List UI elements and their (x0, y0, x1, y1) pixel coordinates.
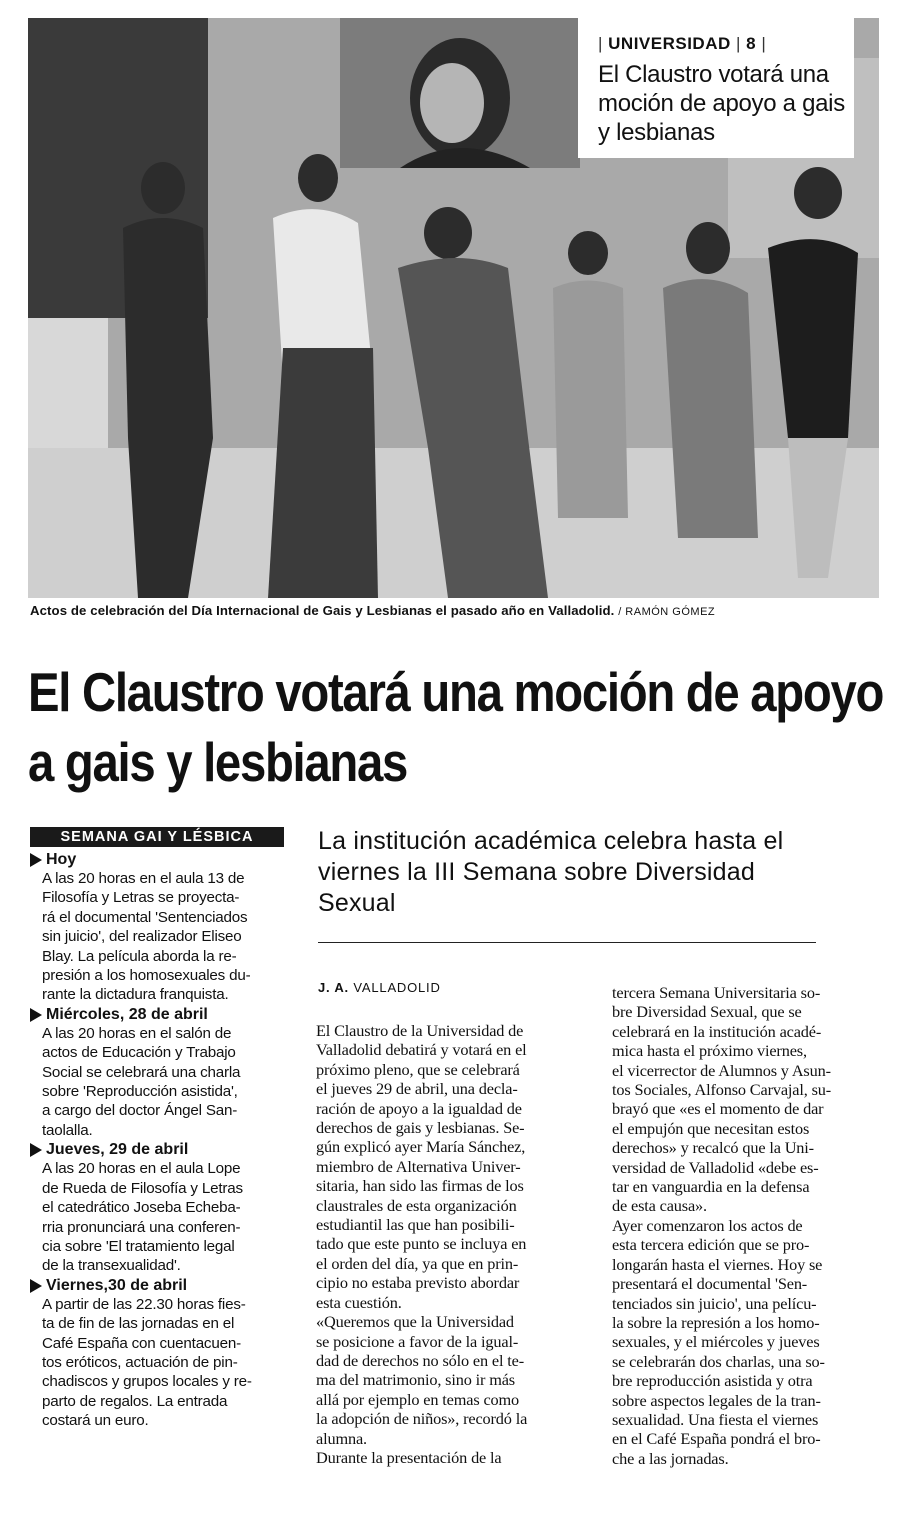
body-column-2: tercera Semana Universitaria so- bre Diversidad Sexual, que se celebrará en la institución acadé- mica hasta el próximo viernes, el vicerrector de Alumnos y Asun- tos Sociales, Alfonso Carvajal, su- brayó que «es el momento de dar el empujón que necesitan estos derechos» y recalcó que la Uni- versidad de Valladolid «debe es- tar en vanguardia en la defensa de esta causa». Ayer comenzaron los actos de esta tercera edición que se pro- longarán hasta el viernes. Hoy se presentará el documental 'Sen- tenciados sin juicio', una pelícu- la sobre la represión a los homo- sexuales, y el miércoles y jueves se celebrarán dos charlas, una so- bre reproducción asistida y otra sobre aspectos legales de la tran- sexualidad. Una fiesta el viernes en el Café España pondrá el bro- che a las jornadas. (612, 983, 832, 1468)
event-text: A las 20 horas en el salón de actos de Educación y Trabajo Social se celebrará una charla sobre 'Reproducción asistida', a cargo del doctor Ángel San- taolalla. (42, 1024, 241, 1139)
event-day: Jueves, 29 de abril (46, 1141, 189, 1159)
byline-author: J. A. (318, 980, 349, 995)
event-day: Viernes,30 de abril (46, 1276, 188, 1294)
kicker-section: UNIVERSIDAD (608, 34, 731, 53)
photo-caption (30, 603, 715, 618)
event-text: A las 20 horas en el aula 13 de Filosofía y Letras se proyecta- rá el documental 'Sentenciados sin juicio', del realizador Eliseo Blay. La película aborda la re- presión a los homosexuales du- rante la dictadura franquista. (42, 870, 251, 1004)
arrow-icon (30, 1008, 42, 1022)
event-item (30, 850, 292, 1005)
event-day: Miércoles, 28 de abril (46, 1005, 208, 1023)
arrow-icon (30, 1143, 42, 1157)
event-text: A partir de las 22.30 horas fies- ta de fin de las jornadas en el Café España con cuentacuen- tos eróticos, actuación de pin- chadiscos y grupos locales y re- parto de regalos. La entrada costará un euro. (42, 1295, 252, 1430)
event-day: Hoy (46, 851, 77, 868)
event-item (30, 1005, 292, 1140)
event-item (30, 1140, 292, 1275)
sidebar-events (30, 850, 292, 1431)
photo-credit: / RAMÓN GÓMEZ (618, 606, 716, 618)
inset-portrait (340, 18, 580, 168)
event-text: A las 20 horas en el aula Lope de Rueda de Filosofía y Letras el catedrático Joseba Echeba- rria pronunciará una conferen- cia sobre 'El tratamiento legal de la transexualidad'. (42, 1160, 243, 1275)
kicker-title: El Claustro votará una moción de apoyo a gais y lesbianas (598, 61, 845, 146)
arrow-icon (30, 1279, 42, 1293)
subtitle: La institución académica celebra hasta el viernes la III Semana sobre Diversidad Sexual (318, 827, 784, 917)
sidebar-title: SEMANA GAI Y LÉSBICA (30, 827, 284, 847)
caption-text: Actos de celebración del Día Internacional de Gais y Lesbianas el pasado año en Valladolid. (30, 603, 615, 618)
section-kicker (578, 18, 854, 158)
kicker-line: | UNIVERSIDAD | 8 | (598, 34, 767, 53)
headline: El Claustro votará una moción de apoyo a gais y lesbianas (28, 661, 884, 793)
body-column-1: El Claustro de la Universidad de Valladolid debatirá y votará en el próximo pleno, que se celebrará el jueves 29 de abril, una decla- ración de apoyo a la igualdad de derechos de gais y lesbianas. Se- gún explicó ayer María Sánchez, miembro de Alternativa Univer- sitaria, han sido las firmas de los claustrales de esta organización estudiantil las que han posibili- tado que este punto se incluya en el orden del día, ya que en prin- cipio no estaba previsto abordar esta cuestión. «Queremos que la Universidad se posicione a favor de la igual- dad de derechos no sólo en el te- ma del matrimonio, sino ir más allá por ejemplo en temas como la adopción de niños», recordó la alumna. Durante la presentación de la (316, 1021, 528, 1467)
byline (318, 980, 441, 995)
byline-place: VALLADOLID (353, 980, 441, 995)
arrow-icon (30, 853, 42, 867)
kicker-page: 8 (746, 34, 757, 53)
subtitle-divider (318, 942, 816, 943)
event-item (30, 1276, 292, 1431)
